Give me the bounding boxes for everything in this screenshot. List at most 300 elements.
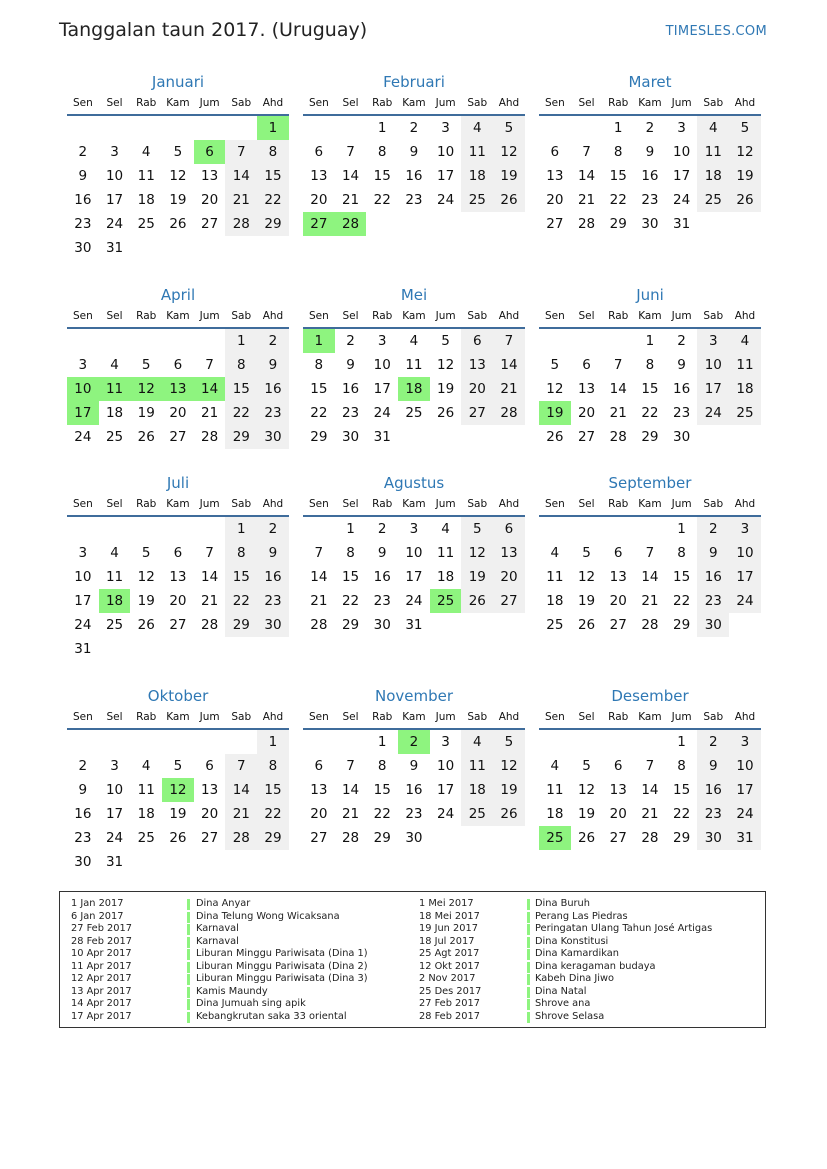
day-cell: 10 — [105, 168, 124, 184]
day-grid — [303, 517, 525, 637]
weekday-label: Kam — [166, 711, 190, 723]
day-cell: 11 — [437, 545, 455, 561]
day-grid — [303, 329, 525, 449]
weekday-label: Sab — [467, 310, 488, 322]
day-cell: 19 — [577, 593, 596, 609]
legend-date: 25 Des 2017 — [419, 985, 482, 997]
day-cell: 8 — [225, 541, 257, 565]
weekday-label: Kam — [402, 97, 426, 109]
day-cell: 21 — [609, 405, 627, 421]
day-cell: 10 — [729, 754, 761, 778]
day-cell: 1 — [677, 734, 686, 750]
weekday-label: Jum — [435, 711, 456, 723]
day-cell: 15 — [257, 778, 289, 802]
day-cell: 10 — [437, 144, 455, 160]
holiday-day: 11 — [99, 377, 131, 401]
day-grid — [303, 116, 525, 236]
weekday-label: Sen — [308, 97, 329, 109]
day-cell: 19 — [437, 381, 455, 397]
legend-date: 27 Feb 2017 — [71, 923, 132, 935]
day-cell: 12 — [137, 569, 155, 585]
day-cell: 28 — [493, 401, 525, 425]
day-cell: 24 — [437, 806, 455, 822]
day-cell: 19 — [169, 192, 187, 208]
day-cell: 11 — [137, 168, 155, 184]
weekday-label: Sen — [308, 711, 329, 723]
weekday-header — [303, 495, 525, 517]
day-cell: 23 — [257, 401, 289, 425]
weekday-label: Sab — [703, 97, 724, 109]
weekday-label: Sel — [106, 310, 123, 322]
day-cell: 26 — [729, 188, 761, 212]
day-cell: 30 — [257, 425, 289, 449]
day-cell: 31 — [105, 854, 124, 870]
day-cell: 22 — [673, 593, 691, 609]
day-cell: 6 — [582, 357, 591, 373]
day-cell: 18 — [546, 806, 564, 822]
day-grid — [67, 730, 289, 874]
day-cell: 16 — [74, 806, 92, 822]
empty-cell — [634, 730, 666, 754]
month-name: Juni — [636, 286, 664, 304]
day-cell: 15 — [609, 168, 627, 184]
holiday-day: 1 — [257, 116, 289, 140]
month-februari — [303, 70, 525, 236]
weekday-header — [303, 94, 525, 116]
day-cell: 15 — [257, 164, 289, 188]
day-cell: 22 — [373, 806, 391, 822]
legend-holiday-name: Dina Telung Wong Wicaksana — [196, 910, 340, 922]
day-cell: 21 — [641, 593, 659, 609]
holiday-day: 27 — [303, 212, 335, 236]
legend-date: 28 Feb 2017 — [419, 1010, 480, 1022]
weekday-label: Sel — [578, 97, 595, 109]
day-cell: 18 — [461, 778, 493, 802]
day-grid — [539, 329, 761, 449]
weekday-label: Ahd — [498, 711, 520, 723]
day-cell: 9 — [409, 144, 419, 160]
day-cell: 29 — [310, 429, 328, 445]
legend-date: 1 Jan 2017 — [71, 898, 124, 909]
day-cell: 12 — [461, 541, 493, 565]
weekday-label: Rab — [136, 310, 157, 322]
day-cell: 24 — [729, 589, 761, 613]
empty-cell — [602, 730, 634, 754]
day-cell: 15 — [641, 381, 659, 397]
weekday-label: Kam — [166, 498, 190, 510]
month-name: April — [160, 286, 196, 304]
weekday-label: Rab — [608, 97, 629, 109]
weekday-label: Sen — [72, 310, 93, 322]
day-cell: 26 — [437, 405, 455, 421]
weekday-label: Sel — [342, 498, 359, 510]
day-cell: 14 — [641, 782, 659, 798]
day-cell: 20 — [310, 192, 328, 208]
day-cell: 27 — [609, 617, 627, 633]
weekday-label: Sab — [703, 310, 724, 322]
legend-marker — [187, 912, 190, 923]
weekday-header — [67, 307, 289, 329]
day-cell: 16 — [257, 565, 289, 589]
month-name: Oktober — [147, 687, 209, 705]
legend-holiday-name: Dina Buruh — [535, 898, 590, 909]
legend-marker — [527, 999, 530, 1010]
holiday-day: 19 — [539, 401, 571, 425]
day-cell: 19 — [137, 405, 155, 421]
day-cell: 1 — [377, 120, 387, 136]
day-cell: 28 — [201, 617, 219, 633]
empty-cell — [539, 329, 571, 353]
day-cell: 5 — [441, 333, 450, 349]
day-cell: 1 — [677, 521, 686, 537]
holiday-day: 28 — [335, 212, 367, 236]
day-cell: 22 — [225, 589, 257, 613]
day-grid — [67, 116, 289, 260]
day-cell: 16 — [257, 377, 289, 401]
empty-cell — [130, 730, 162, 754]
day-cell: 14 — [225, 778, 257, 802]
empty-cell — [571, 730, 603, 754]
day-cell: 2 — [697, 517, 729, 541]
weekday-label: Kam — [638, 310, 662, 322]
day-cell: 14 — [609, 381, 627, 397]
day-cell: 10 — [673, 144, 691, 160]
legend-holiday-name: Shrove Selasa — [535, 1010, 605, 1022]
day-cell: 24 — [697, 401, 729, 425]
day-cell: 12 — [169, 168, 187, 184]
empty-cell — [303, 116, 335, 140]
day-cell: 6 — [205, 758, 214, 774]
holiday-day: 14 — [194, 377, 226, 401]
weekday-label: Ahd — [734, 310, 756, 322]
legend-marker — [187, 962, 190, 973]
weekday-label: Ahd — [262, 711, 284, 723]
legend-marker — [527, 937, 530, 948]
day-cell: 18 — [105, 405, 124, 421]
day-cell: 21 — [577, 192, 596, 208]
empty-cell — [539, 116, 571, 140]
weekday-label: Kam — [638, 711, 662, 723]
day-cell: 7 — [205, 545, 214, 561]
legend-marker — [527, 912, 530, 923]
day-cell: 14 — [201, 569, 219, 585]
month-oktober — [67, 684, 289, 874]
day-cell: 11 — [546, 782, 564, 798]
day-cell: 3 — [697, 329, 729, 353]
day-cell: 15 — [225, 377, 257, 401]
day-cell: 22 — [641, 405, 659, 421]
month-name: Januari — [151, 73, 205, 91]
day-cell: 13 — [577, 381, 596, 397]
day-cell: 4 — [461, 116, 493, 140]
day-cell: 15 — [225, 565, 257, 589]
day-cell: 31 — [673, 216, 691, 232]
day-cell: 1 — [346, 521, 355, 537]
day-cell: 14 — [493, 353, 525, 377]
month-name: Maret — [628, 73, 672, 91]
holiday-day: 12 — [162, 778, 194, 802]
day-cell: 7 — [645, 545, 655, 561]
day-cell: 17 — [105, 192, 124, 208]
weekday-label: Sen — [544, 310, 565, 322]
day-cell: 22 — [257, 802, 289, 826]
day-cell: 24 — [105, 216, 124, 232]
legend-date: 18 Mei 2017 — [419, 910, 480, 922]
day-cell: 11 — [729, 353, 761, 377]
day-cell: 29 — [641, 429, 659, 445]
weekday-label: Jum — [199, 97, 220, 109]
month-name: November — [374, 687, 454, 705]
empty-cell — [194, 116, 226, 140]
weekday-label: Sab — [231, 498, 252, 510]
weekday-label: Ahd — [734, 498, 756, 510]
day-cell: 22 — [225, 401, 257, 425]
weekday-label: Jum — [435, 498, 456, 510]
day-cell: 30 — [257, 613, 289, 637]
day-cell: 6 — [461, 329, 493, 353]
weekday-label: Ahd — [734, 97, 756, 109]
day-cell: 5 — [461, 517, 493, 541]
day-cell: 21 — [225, 802, 257, 826]
day-cell: 15 — [673, 782, 691, 798]
day-cell: 2 — [346, 333, 355, 349]
day-cell: 30 — [74, 240, 92, 256]
day-cell: 1 — [225, 329, 257, 353]
weekday-label: Jum — [199, 498, 220, 510]
day-cell: 26 — [546, 429, 564, 445]
month-agustus — [303, 471, 525, 637]
day-cell: 8 — [613, 144, 623, 160]
day-cell: 23 — [373, 593, 391, 609]
weekday-label: Kam — [402, 310, 426, 322]
day-cell: 21 — [201, 405, 219, 421]
empty-cell — [602, 517, 634, 541]
day-cell: 24 — [74, 429, 92, 445]
day-cell: 20 — [609, 806, 627, 822]
day-cell: 30 — [697, 613, 729, 637]
weekday-label: Rab — [608, 711, 629, 723]
day-cell: 8 — [377, 758, 387, 774]
weekday-label: Kam — [638, 498, 662, 510]
weekday-label: Kam — [638, 97, 662, 109]
weekday-label: Jum — [671, 310, 692, 322]
day-cell: 9 — [78, 782, 88, 798]
day-cell: 25 — [137, 216, 155, 232]
weekday-label: Sel — [578, 498, 595, 510]
weekday-label: Sel — [342, 711, 359, 723]
day-cell: 27 — [310, 830, 328, 846]
empty-cell — [539, 517, 571, 541]
day-cell: 12 — [493, 754, 525, 778]
day-cell: 6 — [173, 545, 183, 561]
day-cell: 14 — [341, 782, 360, 798]
day-cell: 24 — [373, 405, 391, 421]
day-cell: 9 — [697, 541, 729, 565]
weekday-label: Rab — [608, 498, 629, 510]
day-cell: 15 — [673, 569, 691, 585]
day-cell: 8 — [645, 357, 655, 373]
day-cell: 25 — [105, 617, 124, 633]
legend-holiday-name: Shrove ana — [535, 998, 591, 1010]
day-cell: 30 — [641, 216, 659, 232]
day-cell: 12 — [729, 140, 761, 164]
day-cell: 11 — [461, 140, 493, 164]
day-cell: 13 — [609, 569, 627, 585]
weekday-label: Kam — [402, 711, 426, 723]
weekday-label: Sel — [106, 498, 123, 510]
day-cell: 20 — [169, 405, 187, 421]
day-cell: 16 — [405, 782, 423, 798]
empty-cell — [67, 730, 99, 754]
empty-cell — [602, 329, 634, 353]
day-cell: 7 — [225, 140, 257, 164]
day-cell: 18 — [697, 164, 729, 188]
day-cell: 21 — [201, 593, 219, 609]
day-cell: 19 — [493, 164, 525, 188]
day-cell: 21 — [225, 188, 257, 212]
day-cell: 13 — [546, 168, 564, 184]
legend-date: 6 Jan 2017 — [71, 910, 124, 922]
day-cell: 22 — [673, 806, 691, 822]
day-cell: 2 — [257, 517, 289, 541]
day-cell: 3 — [677, 120, 686, 136]
day-cell: 3 — [110, 758, 119, 774]
day-cell: 16 — [74, 192, 92, 208]
holiday-day: 12 — [130, 377, 162, 401]
day-cell: 8 — [257, 754, 289, 778]
day-cell: 26 — [577, 617, 596, 633]
month-maret — [539, 70, 761, 236]
day-cell: 11 — [405, 357, 423, 373]
day-cell: 20 — [169, 593, 187, 609]
empty-cell — [303, 517, 335, 541]
day-cell: 28 — [641, 617, 659, 633]
day-cell: 7 — [582, 144, 591, 160]
day-cell: 31 — [74, 641, 92, 657]
weekday-label: Sen — [544, 711, 565, 723]
legend-holiday-name: Karnaval — [196, 935, 239, 947]
month-april — [67, 283, 289, 449]
empty-cell — [225, 116, 257, 140]
weekday-header — [539, 307, 761, 329]
legend-date: 14 Apr 2017 — [71, 998, 132, 1010]
legend-holiday-name: Karnaval — [196, 923, 239, 935]
day-cell: 27 — [493, 589, 525, 613]
day-cell: 24 — [405, 593, 423, 609]
day-cell: 11 — [546, 569, 564, 585]
day-cell: 19 — [493, 778, 525, 802]
day-grid — [539, 517, 761, 637]
day-cell: 15 — [373, 782, 391, 798]
legend-holiday-name: Dina Jumuah sing apik — [196, 998, 306, 1010]
empty-cell — [162, 329, 194, 353]
weekday-label: Sen — [308, 498, 329, 510]
empty-cell — [99, 517, 131, 541]
legend-marker — [187, 999, 190, 1010]
day-cell: 4 — [729, 329, 761, 353]
holiday-day: 10 — [67, 377, 99, 401]
day-cell: 29 — [341, 617, 360, 633]
weekday-label: Rab — [372, 498, 393, 510]
day-cell: 18 — [437, 569, 455, 585]
day-cell: 11 — [697, 140, 729, 164]
legend-date: 13 Apr 2017 — [71, 985, 132, 997]
holiday-day: 13 — [162, 377, 194, 401]
day-cell: 28 — [225, 826, 257, 850]
weekday-label: Sel — [578, 310, 595, 322]
day-cell: 19 — [577, 806, 596, 822]
holiday-day: 25 — [430, 589, 462, 613]
month-name: Juli — [166, 474, 190, 492]
day-cell: 26 — [461, 589, 493, 613]
day-cell: 17 — [697, 377, 729, 401]
day-cell: 17 — [405, 569, 423, 585]
day-cell: 11 — [137, 782, 155, 798]
day-cell: 13 — [493, 541, 525, 565]
empty-cell — [67, 329, 99, 353]
empty-cell — [225, 730, 257, 754]
weekday-label: Sen — [308, 310, 329, 322]
legend-holiday-name: Dina Natal — [535, 985, 587, 997]
day-cell: 27 — [609, 830, 627, 846]
day-cell: 30 — [673, 429, 691, 445]
legend-marker — [187, 974, 190, 985]
brand-link[interactable]: TIMESLES.COM — [665, 24, 767, 39]
day-cell: 25 — [461, 802, 493, 826]
empty-cell — [162, 730, 194, 754]
day-cell: 3 — [441, 734, 450, 750]
day-cell: 1 — [645, 333, 655, 349]
empty-cell — [130, 517, 162, 541]
day-cell: 5 — [173, 144, 183, 160]
weekday-label: Sel — [106, 97, 123, 109]
day-cell: 16 — [405, 168, 423, 184]
day-cell: 2 — [257, 329, 289, 353]
holiday-day: 17 — [67, 401, 99, 425]
weekday-header — [67, 495, 289, 517]
month-name: Februari — [383, 73, 445, 91]
legend-holiday-name: Kamis Maundy — [196, 985, 268, 997]
legend-holiday-name: Kebangkrutan saka 33 oriental — [196, 1010, 347, 1022]
day-cell: 27 — [169, 617, 187, 633]
day-cell: 9 — [257, 541, 289, 565]
legend-marker — [187, 937, 190, 948]
day-cell: 17 — [729, 778, 761, 802]
day-cell: 9 — [409, 758, 419, 774]
weekday-label: Sel — [578, 711, 595, 723]
day-cell: 13 — [310, 168, 328, 184]
weekday-label: Sab — [231, 97, 252, 109]
day-cell: 22 — [310, 405, 328, 421]
weekday-label: Sab — [703, 498, 724, 510]
day-cell: 27 — [577, 429, 596, 445]
day-cell: 16 — [673, 381, 691, 397]
day-cell: 10 — [697, 353, 729, 377]
legend-date: 10 Apr 2017 — [71, 948, 132, 960]
day-cell: 9 — [78, 168, 88, 184]
day-cell: 21 — [341, 806, 360, 822]
legend-date: 2 Nov 2017 — [419, 973, 476, 985]
day-cell: 29 — [257, 212, 289, 236]
page-title: Tanggalan taun 2017. (Uruguay) — [59, 19, 368, 41]
month-juli — [67, 471, 289, 661]
day-cell: 6 — [314, 144, 324, 160]
legend-date: 25 Agt 2017 — [419, 948, 480, 960]
holiday-day: 18 — [398, 377, 430, 401]
day-cell: 31 — [373, 429, 391, 445]
weekday-label: Ahd — [262, 310, 284, 322]
weekday-label: Kam — [402, 498, 426, 510]
